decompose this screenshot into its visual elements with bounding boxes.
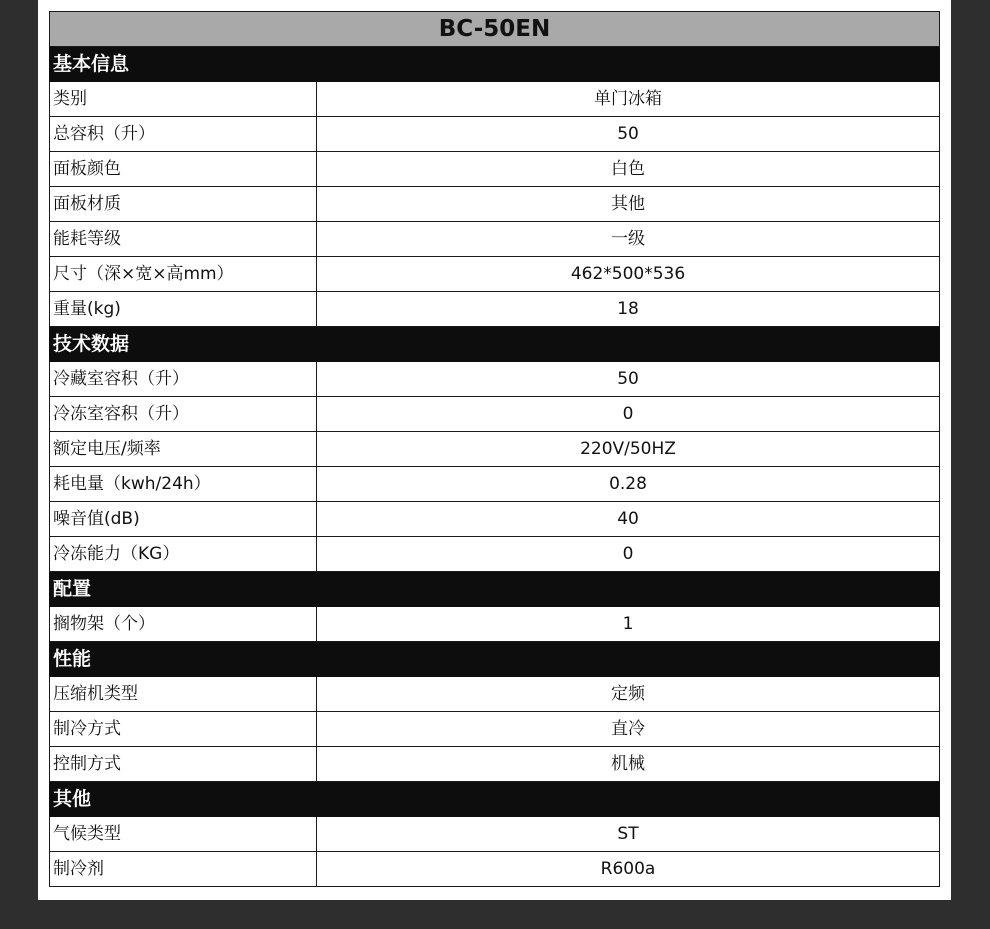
spec-value: 1: [317, 607, 940, 642]
spec-row: [50, 747, 940, 782]
spec-label: 尺寸（深×宽×高mm）: [50, 257, 317, 292]
spec-row: [50, 397, 940, 432]
spec-label: 控制方式: [50, 747, 317, 782]
spec-row: [50, 537, 940, 572]
spec-value: 220V/50HZ: [317, 432, 940, 467]
spec-row: [50, 152, 940, 187]
model-title: BC-50EN: [50, 12, 940, 47]
spec-value: 0: [317, 397, 940, 432]
spec-row: [50, 467, 940, 502]
spec-label: 冷藏室容积（升）: [50, 362, 317, 397]
spec-value: 462*500*536: [317, 257, 940, 292]
spec-row: [50, 362, 940, 397]
spec-value: 18: [317, 292, 940, 327]
spec-label: 气候类型: [50, 817, 317, 852]
spec-label: 搁物架（个）: [50, 607, 317, 642]
spec-label: 耗电量（kwh/24h）: [50, 467, 317, 502]
spec-label: 类别: [50, 82, 317, 117]
section-heading: 技术数据: [50, 327, 940, 362]
spec-value: 0: [317, 537, 940, 572]
spec-label: 重量(kg): [50, 292, 317, 327]
spec-value: 40: [317, 502, 940, 537]
spec-value: 0.28: [317, 467, 940, 502]
spec-value: 白色: [317, 152, 940, 187]
spec-value: R600a: [317, 852, 940, 887]
spec-row: [50, 222, 940, 257]
spec-label: 制冷方式: [50, 712, 317, 747]
spec-row: [50, 817, 940, 852]
spec-table: [49, 11, 940, 887]
spec-value: 50: [317, 117, 940, 152]
spec-row: [50, 712, 940, 747]
spec-label: 冷冻能力（KG）: [50, 537, 317, 572]
spec-row: [50, 852, 940, 887]
spec-row: [50, 432, 940, 467]
spec-row: [50, 677, 940, 712]
spec-value: 定频: [317, 677, 940, 712]
section-header-row: [50, 572, 940, 607]
spec-value: 直冷: [317, 712, 940, 747]
spec-row: [50, 607, 940, 642]
spec-value: 单门冰箱: [317, 82, 940, 117]
section-header-row: [50, 782, 940, 817]
spec-label: 总容积（升）: [50, 117, 317, 152]
spec-value: 其他: [317, 187, 940, 222]
spec-row: [50, 117, 940, 152]
section-heading: 性能: [50, 642, 940, 677]
spec-label: 噪音值(dB): [50, 502, 317, 537]
spec-value: 一级: [317, 222, 940, 257]
section-header-row: [50, 47, 940, 82]
section-header-row: [50, 327, 940, 362]
spec-label: 制冷剂: [50, 852, 317, 887]
spec-label: 冷冻室容积（升）: [50, 397, 317, 432]
spec-label: 压缩机类型: [50, 677, 317, 712]
spec-value: 机械: [317, 747, 940, 782]
section-heading: 配置: [50, 572, 940, 607]
spec-label: 面板材质: [50, 187, 317, 222]
spec-label: 额定电压/频率: [50, 432, 317, 467]
spec-row: [50, 292, 940, 327]
spec-sheet: [38, 0, 951, 900]
spec-label: 面板颜色: [50, 152, 317, 187]
spec-row: [50, 187, 940, 222]
spec-row: [50, 82, 940, 117]
spec-label: 能耗等级: [50, 222, 317, 257]
spec-value: ST: [317, 817, 940, 852]
section-header-row: [50, 642, 940, 677]
spec-value: 50: [317, 362, 940, 397]
spec-table-body: [50, 12, 940, 887]
spec-row: [50, 502, 940, 537]
title-row: [50, 12, 940, 47]
section-heading: 基本信息: [50, 47, 940, 82]
spec-row: [50, 257, 940, 292]
section-heading: 其他: [50, 782, 940, 817]
